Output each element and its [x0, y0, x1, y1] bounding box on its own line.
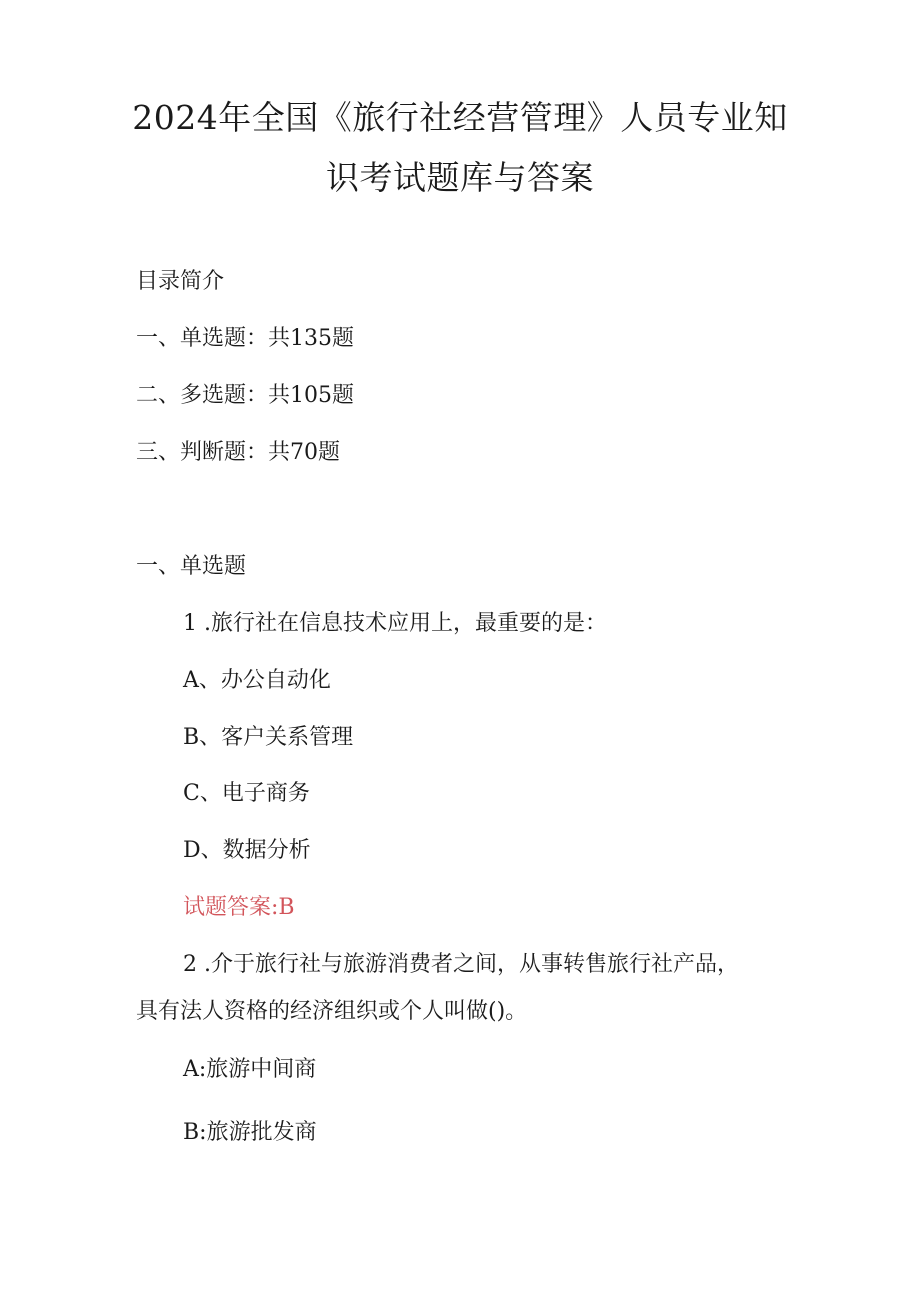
question-1-option-d: D、数据分析 [183, 838, 311, 863]
toc-item-multiple-choice: 二、多选题：共105题 [136, 383, 354, 408]
question-1-option-a: A、办公自动化 [183, 668, 331, 693]
question-1-option-b: B、客户关系管理 [183, 725, 354, 750]
title-line-1: 2024年全国《旅行社经营管理》人员专业知 [132, 98, 788, 137]
question-2-stem-line-2: 具有法人资格的经济组织或个人叫做()。 [136, 999, 528, 1024]
question-1-stem: 1 .旅行社在信息技术应用上，最重要的是： [183, 611, 607, 636]
question-1-option-c: C、电子商务 [183, 781, 310, 806]
toc-heading: 目录简介 [136, 269, 225, 294]
toc-item-single-choice: 一、单选题：共135题 [136, 326, 354, 351]
question-1-answer: 试题答案:B [183, 895, 295, 920]
document-title [0, 88, 920, 208]
question-2-stem-line-1: 2 .介于旅行社与旅游消费者之间，从事转售旅行社产品， [183, 952, 739, 977]
question-2-option-a: A:旅游中间商 [183, 1057, 317, 1082]
question-2-option-b: B:旅游批发商 [183, 1120, 317, 1145]
title-line-2: 识考试题库与答案 [326, 158, 594, 197]
section-heading-single-choice: 一、单选题 [136, 554, 247, 579]
toc-item-true-false: 三、判断题：共70题 [136, 440, 340, 465]
